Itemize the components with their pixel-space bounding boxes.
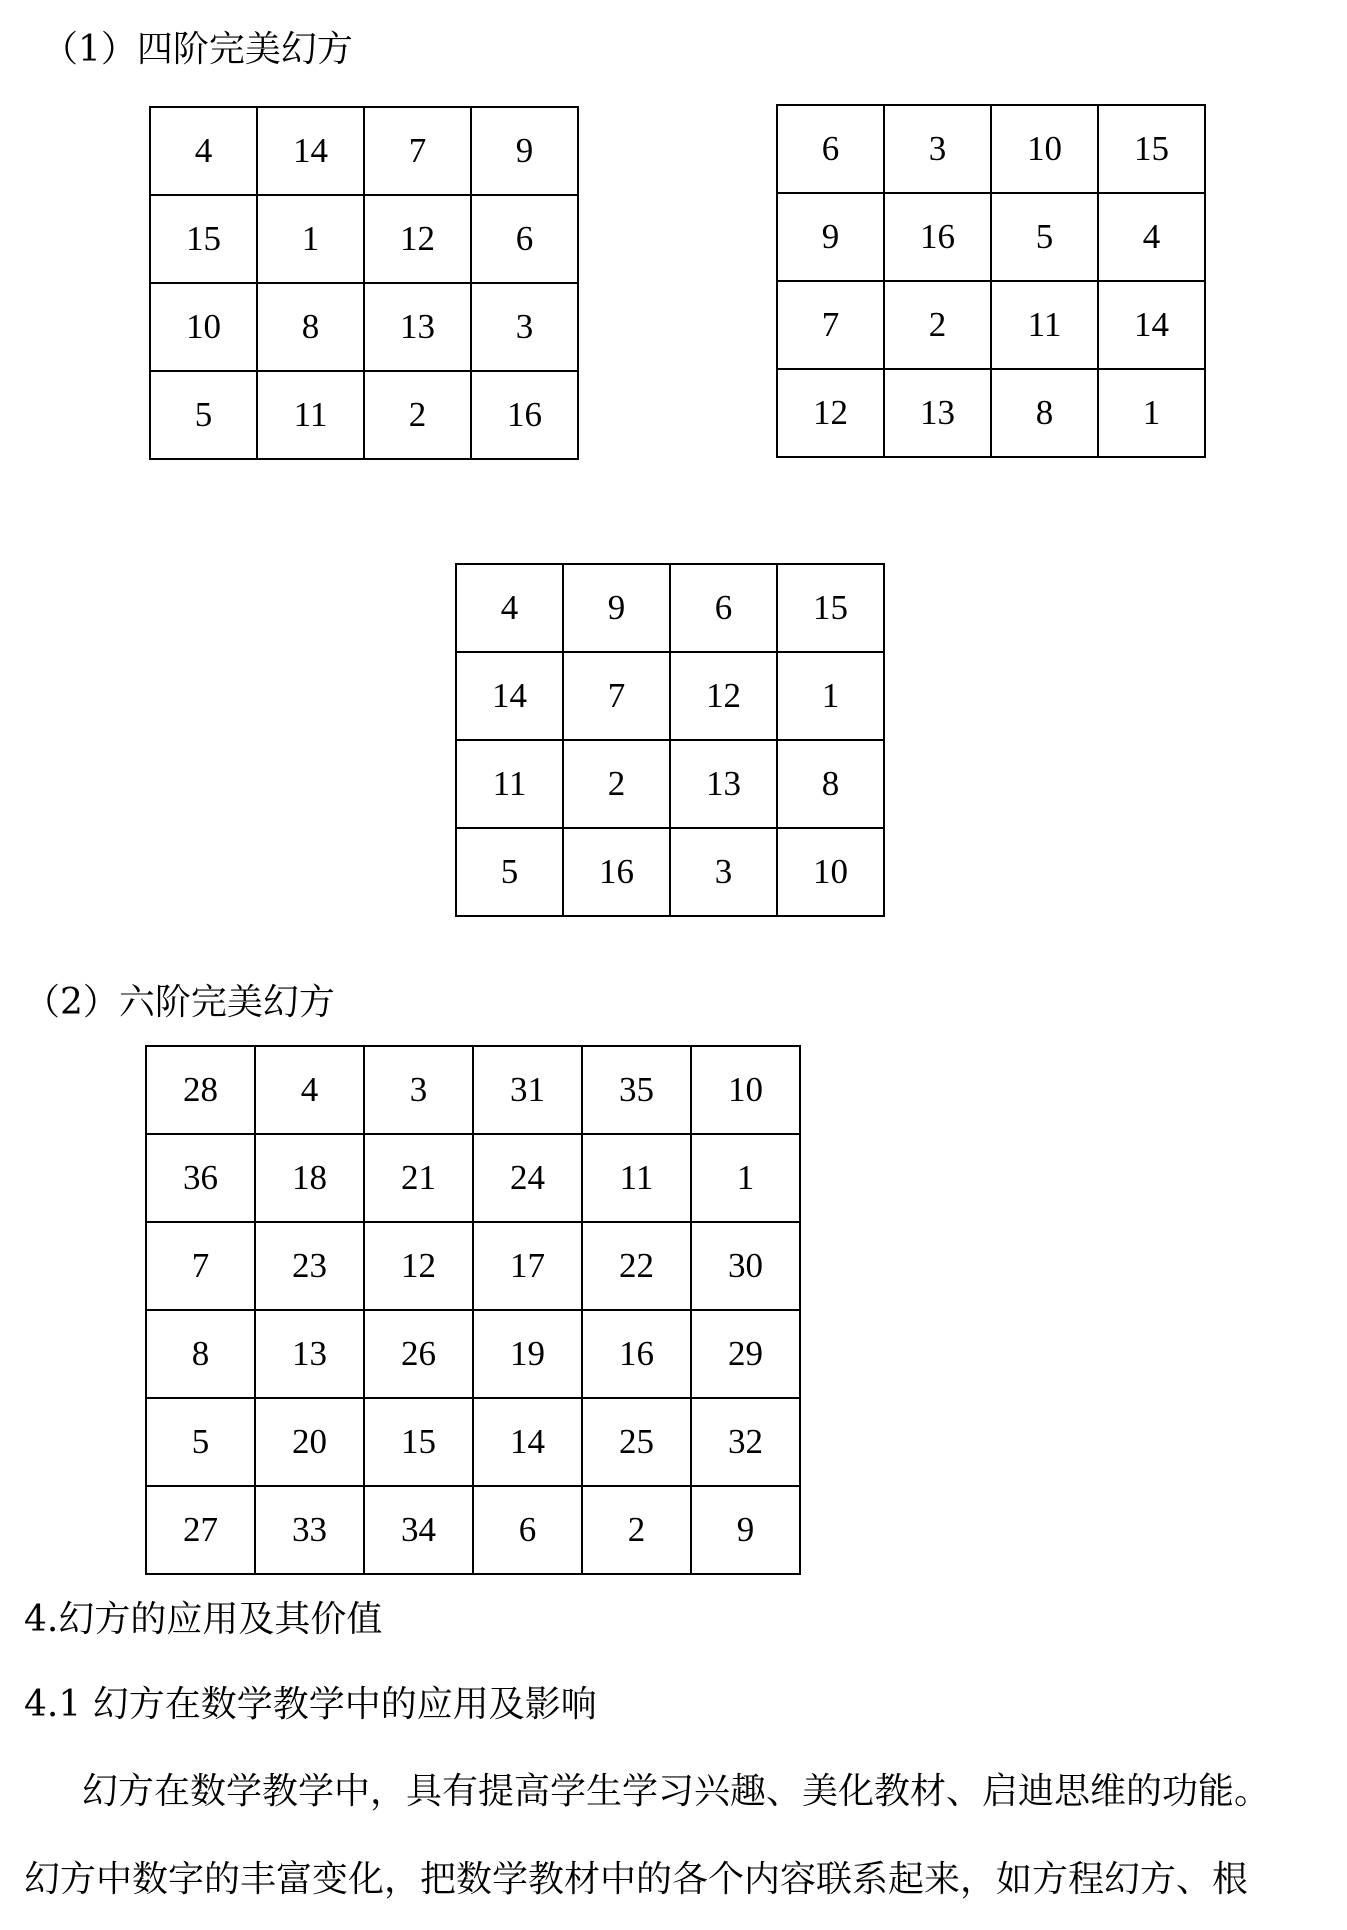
square-cell: 13 — [884, 369, 991, 457]
square-cell: 6 — [777, 105, 884, 193]
square-cell: 1 — [777, 652, 884, 740]
square-cell: 5 — [146, 1398, 255, 1486]
square-row — [456, 740, 884, 828]
square-cell: 22 — [582, 1222, 691, 1310]
square-cell: 15 — [364, 1398, 473, 1486]
square-cell: 14 — [456, 652, 563, 740]
square-row — [456, 828, 884, 916]
square-cell: 14 — [257, 107, 364, 195]
square-cell: 29 — [691, 1310, 800, 1398]
square-cell: 35 — [582, 1046, 691, 1134]
square-cell: 3 — [364, 1046, 473, 1134]
square-cell: 9 — [691, 1486, 800, 1574]
square-cell: 12 — [364, 195, 471, 283]
square-cell: 20 — [255, 1398, 364, 1486]
square-cell: 4 — [150, 107, 257, 195]
square-cell: 10 — [777, 828, 884, 916]
square-cell: 25 — [582, 1398, 691, 1486]
square-cell: 12 — [777, 369, 884, 457]
square-row — [777, 369, 1205, 457]
square-cell: 6 — [670, 564, 777, 652]
square-cell: 16 — [563, 828, 670, 916]
square-cell: 10 — [691, 1046, 800, 1134]
square-cell: 36 — [146, 1134, 255, 1222]
square-cell: 3 — [471, 283, 578, 371]
square-cell: 16 — [471, 371, 578, 459]
square-cell: 1 — [1098, 369, 1205, 457]
square-cell: 33 — [255, 1486, 364, 1574]
square-cell: 2 — [884, 281, 991, 369]
square-cell: 3 — [670, 828, 777, 916]
square-cell: 13 — [255, 1310, 364, 1398]
square-cell: 34 — [364, 1486, 473, 1574]
square-cell: 8 — [146, 1310, 255, 1398]
square-cell: 11 — [582, 1134, 691, 1222]
square-row — [777, 193, 1205, 281]
square-cell: 21 — [364, 1134, 473, 1222]
square-row — [146, 1134, 800, 1222]
square-cell: 7 — [146, 1222, 255, 1310]
magic-square-6 — [145, 1045, 801, 1575]
square-cell: 14 — [473, 1398, 582, 1486]
square-cell: 5 — [456, 828, 563, 916]
square-cell: 15 — [1098, 105, 1205, 193]
square-row — [456, 652, 884, 740]
square-row — [146, 1398, 800, 1486]
square-row — [150, 195, 578, 283]
square-cell: 15 — [777, 564, 884, 652]
square-cell: 11 — [456, 740, 563, 828]
square-cell: 9 — [563, 564, 670, 652]
square-row — [777, 105, 1205, 193]
magic-square-4-b — [776, 104, 1206, 458]
square-cell: 14 — [1098, 281, 1205, 369]
square-cell: 6 — [471, 195, 578, 283]
square-cell: 1 — [257, 195, 364, 283]
square-cell: 28 — [146, 1046, 255, 1134]
square-cell: 15 — [150, 195, 257, 283]
square-cell: 1 — [691, 1134, 800, 1222]
square-cell: 31 — [473, 1046, 582, 1134]
square-row — [146, 1310, 800, 1398]
square-cell: 5 — [991, 193, 1098, 281]
square-row — [150, 371, 578, 459]
square-row — [150, 107, 578, 195]
square-cell: 5 — [150, 371, 257, 459]
paragraph-line-2: 幻方中数字的丰富变化，把数学教材中的各个内容联系起来，如方程幻方、根 — [24, 1859, 1249, 1900]
square-cell: 8 — [991, 369, 1098, 457]
square-cell: 24 — [473, 1134, 582, 1222]
square-row — [146, 1222, 800, 1310]
square-cell: 7 — [563, 652, 670, 740]
heading-4: 4.幻方的应用及其价值 — [24, 1599, 383, 1640]
square-cell: 32 — [691, 1398, 800, 1486]
square-cell: 16 — [582, 1310, 691, 1398]
square-cell: 13 — [670, 740, 777, 828]
square-cell: 6 — [473, 1486, 582, 1574]
square-cell: 2 — [364, 371, 471, 459]
square-cell: 10 — [991, 105, 1098, 193]
square-cell: 9 — [777, 193, 884, 281]
square-cell: 18 — [255, 1134, 364, 1222]
square-cell: 4 — [1098, 193, 1205, 281]
square-cell: 8 — [777, 740, 884, 828]
square-row — [456, 564, 884, 652]
paragraph-line-1: 幻方在数学教学中，具有提高学生学习兴趣、美化教材、启迪思维的功能。 — [82, 1771, 1271, 1812]
square-cell: 26 — [364, 1310, 473, 1398]
square-cell: 2 — [582, 1486, 691, 1574]
square-cell: 17 — [473, 1222, 582, 1310]
magic-square-4-a — [149, 106, 579, 460]
square-cell: 12 — [670, 652, 777, 740]
square-cell: 4 — [255, 1046, 364, 1134]
square-cell: 7 — [777, 281, 884, 369]
square-cell: 16 — [884, 193, 991, 281]
square-cell: 11 — [257, 371, 364, 459]
square-cell: 30 — [691, 1222, 800, 1310]
square-row — [146, 1046, 800, 1134]
square-cell: 2 — [563, 740, 670, 828]
square-row — [150, 283, 578, 371]
square-row — [777, 281, 1205, 369]
square-cell: 8 — [257, 283, 364, 371]
square-cell: 4 — [456, 564, 563, 652]
square-cell: 11 — [991, 281, 1098, 369]
square-cell: 3 — [884, 105, 991, 193]
square-cell: 9 — [471, 107, 578, 195]
square-cell: 27 — [146, 1486, 255, 1574]
section2-heading: （2）六阶完美幻方 — [24, 982, 335, 1023]
square-cell: 7 — [364, 107, 471, 195]
section1-heading: （1）四阶完美幻方 — [42, 29, 353, 70]
magic-square-4-c — [455, 563, 885, 917]
square-cell: 13 — [364, 283, 471, 371]
square-row — [146, 1486, 800, 1574]
square-cell: 10 — [150, 283, 257, 371]
square-cell: 19 — [473, 1310, 582, 1398]
square-cell: 23 — [255, 1222, 364, 1310]
square-cell: 12 — [364, 1222, 473, 1310]
heading-4-1: 4.1 幻方在数学教学中的应用及影响 — [24, 1684, 597, 1725]
